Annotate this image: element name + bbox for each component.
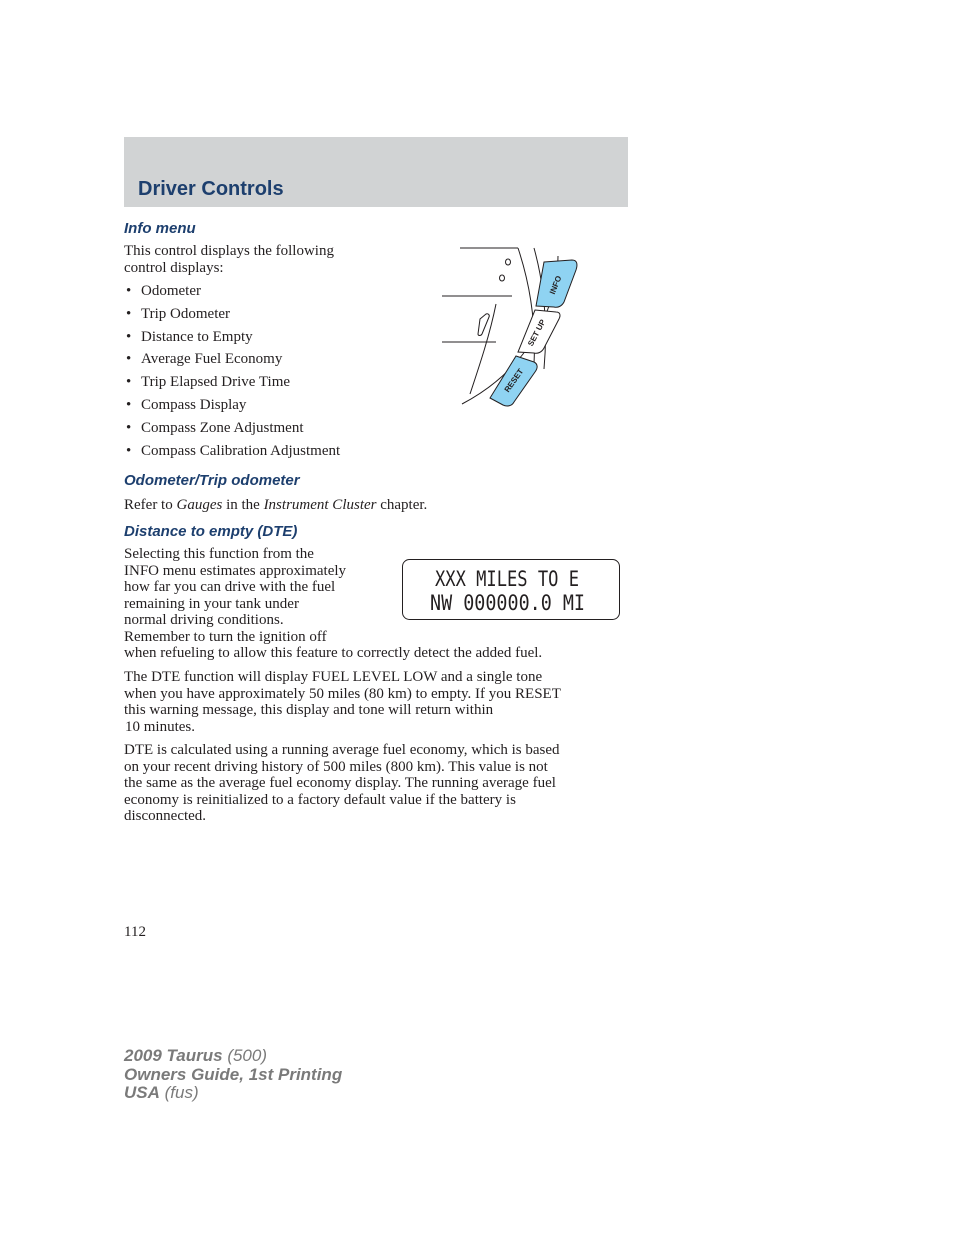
info-button-label: INFO xyxy=(547,274,564,296)
dte-paragraph-3 xyxy=(124,742,560,825)
dte-paragraph-2 xyxy=(124,669,561,735)
text-line: economy is reinitialized to a factory default value if the battery is xyxy=(124,791,516,808)
info-menu-intro xyxy=(124,243,334,276)
footer-market: USA xyxy=(124,1083,160,1102)
control-buttons-illustration xyxy=(440,244,580,409)
list-item: • Trip Elapsed Drive Time xyxy=(124,373,340,396)
text-line: normal driving conditions. xyxy=(124,612,284,628)
footer-guide-edition: Owners Guide, 1st Printing xyxy=(124,1064,343,1084)
footer-market-code: (fus) xyxy=(159,1083,199,1102)
footer-model-code: (500) xyxy=(222,1046,268,1065)
odometer-text-before: Refer to xyxy=(124,497,177,513)
section-title: Driver Controls xyxy=(138,178,284,200)
display-line-2: NW 000000.0 MI xyxy=(430,591,585,615)
info-menu-heading: Info menu xyxy=(124,220,196,237)
list-item: • Odometer xyxy=(124,282,340,305)
text-line: when refueling to allow this feature to correctly detect the added fuel. xyxy=(124,645,543,661)
footer-edition-info xyxy=(124,1047,342,1103)
reset-button-label: RESET xyxy=(502,367,526,395)
text-line: INFO menu estimates approximately xyxy=(124,562,347,579)
text-line: DTE is calculated using a running average fuel economy, which is based xyxy=(124,742,560,758)
list-item: • Compass Calibration Adjustment xyxy=(124,442,340,465)
list-item: • Distance to Empty xyxy=(124,328,340,351)
gauges-reference: Gauges xyxy=(176,497,223,513)
page-number: 112 xyxy=(124,924,146,940)
odometer-heading: Odometer/Trip odometer xyxy=(124,472,300,489)
intro-line-2: control displays: xyxy=(124,259,224,276)
text-line: The DTE function will display FUEL LEVEL LOW and a single tone xyxy=(124,669,543,685)
text-line: on your recent driving history of 500 miles (800 km). This value is not xyxy=(124,758,548,775)
instrument-cluster-reference: Instrument Cluster xyxy=(263,497,377,513)
odometer-text-after: chapter. xyxy=(376,497,428,513)
text-line: how far you can drive with the fuel xyxy=(124,579,336,595)
text-line: Remember to turn the ignition off xyxy=(124,628,327,645)
setup-button-label: SET UP xyxy=(526,317,548,348)
text-line: remaining in your tank under xyxy=(124,595,299,612)
text-line: the same as the average fuel economy display. The running average fuel xyxy=(124,775,556,791)
dte-message-display xyxy=(402,559,621,621)
list-item: • Compass Display xyxy=(124,396,340,419)
list-item: • Trip Odometer xyxy=(124,305,340,328)
odometer-text xyxy=(124,497,427,514)
text-line: disconnected. xyxy=(124,808,207,824)
list-item: • Compass Zone Adjustment xyxy=(124,419,340,442)
text-line: Selecting this function from the xyxy=(124,546,314,562)
intro-line-1: This control displays the following xyxy=(124,243,334,259)
text-line: when you have approximately 50 miles (80 km) to empty. If you RESET xyxy=(124,685,561,702)
odometer-text-mid: in the xyxy=(222,497,264,513)
display-line-1: XXX MILES TO E xyxy=(435,567,579,591)
dte-heading: Distance to empty (DTE) xyxy=(124,523,298,540)
info-menu-list xyxy=(124,282,340,464)
list-item: • Average Fuel Economy xyxy=(124,350,340,373)
footer-model: 2009 Taurus xyxy=(124,1046,223,1065)
text-line: this warning message, this display and tone will return within xyxy=(124,702,494,718)
text-line: 10 minutes. xyxy=(125,718,195,735)
